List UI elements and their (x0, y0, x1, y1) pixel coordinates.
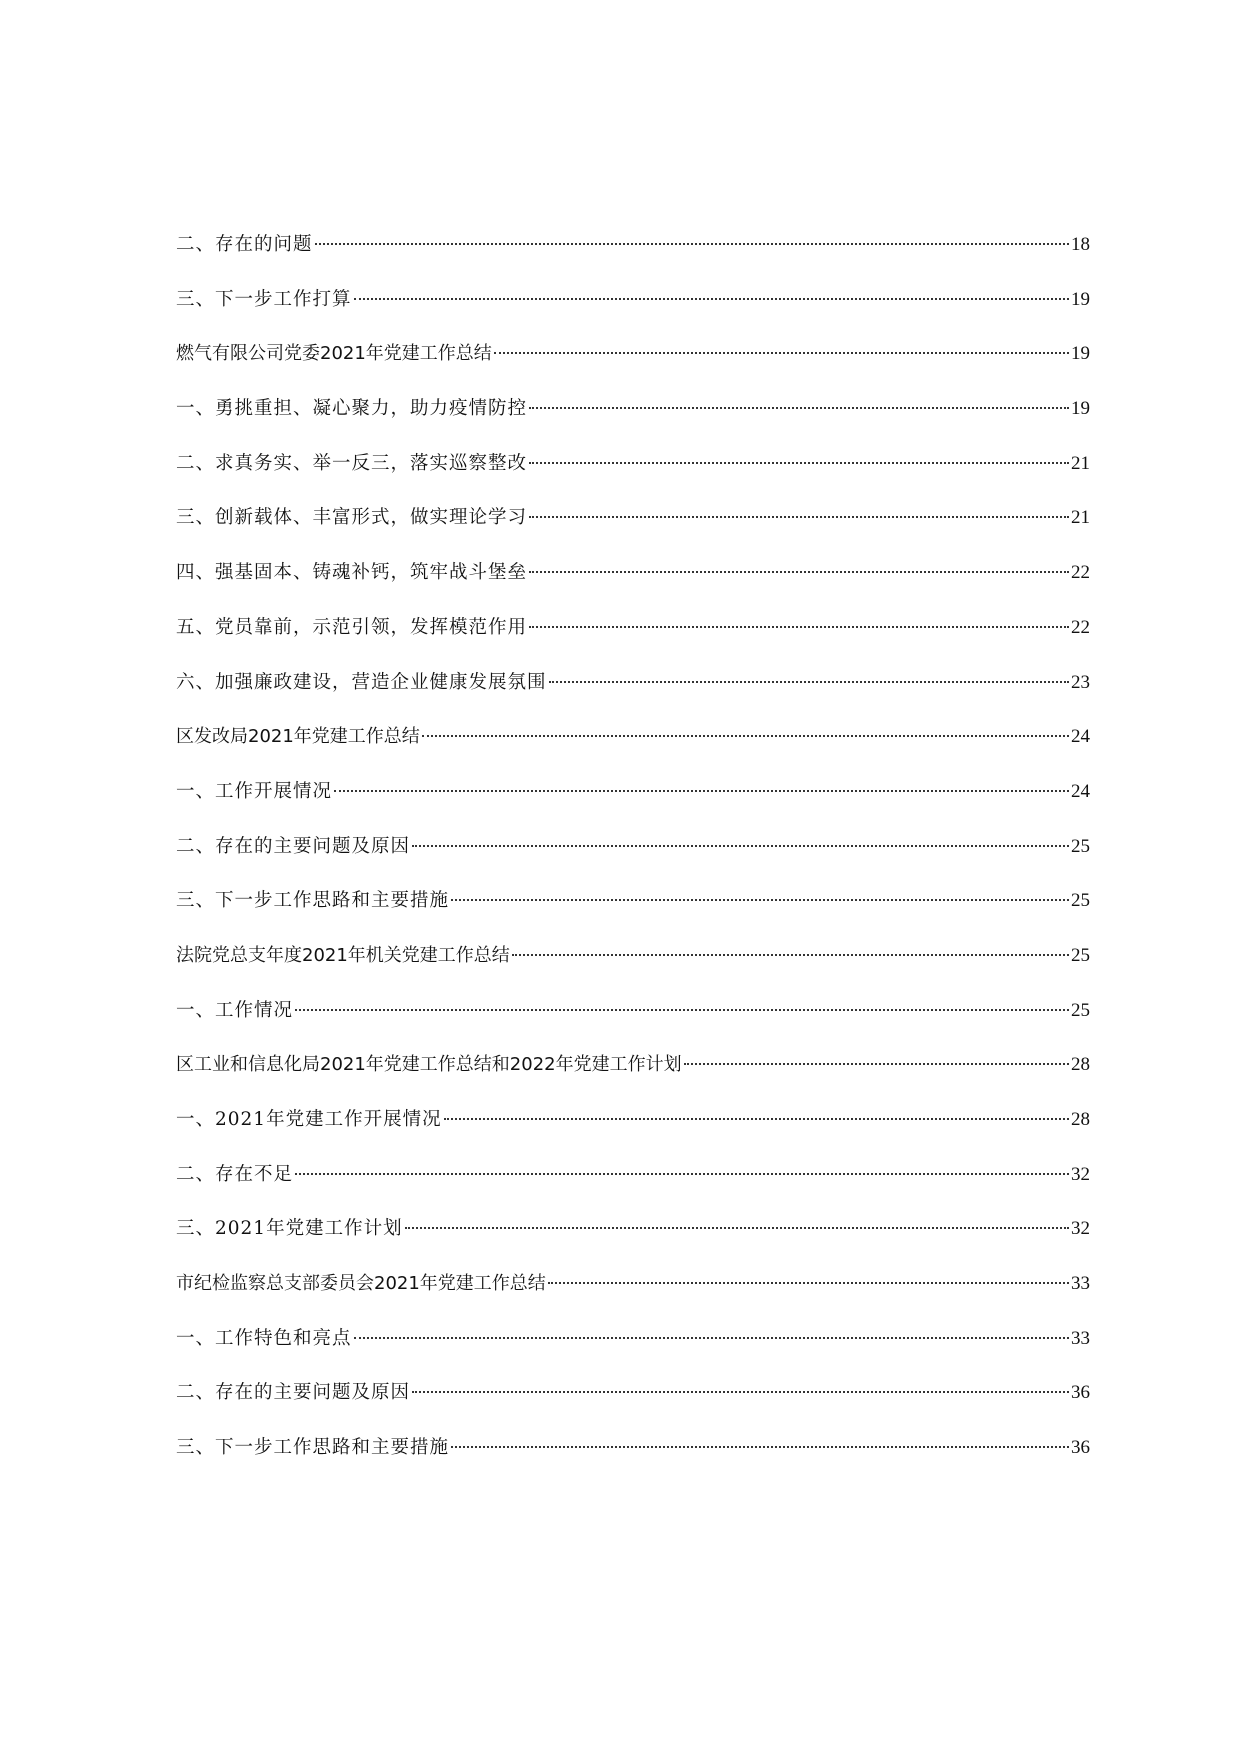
toc-dot-leader (334, 790, 1069, 792)
toc-subsection-entry[interactable] (176, 231, 1090, 286)
toc-entry-title: 燃气有限公司党委2021年党建工作总结 (176, 343, 492, 365)
toc-dot-leader (354, 1337, 1069, 1339)
toc-entry-title: 一、工作特色和亮点 (176, 1327, 352, 1349)
toc-entry-title: 一、2021年党建工作开展情况 (176, 1109, 442, 1130)
toc-page-number: 33 (1071, 1327, 1090, 1349)
toc-entry-title: 一、工作开展情况 (176, 780, 333, 802)
toc-entry-title: 区发改局2021年党建工作总结 (176, 726, 420, 748)
table-of-contents (176, 231, 1090, 1489)
toc-section-entry[interactable] (176, 723, 1090, 778)
toc-page-number: 36 (1071, 1382, 1090, 1404)
toc-subsection-entry[interactable] (176, 1215, 1090, 1270)
toc-page-number: 28 (1071, 1054, 1090, 1076)
toc-entry-title: 二、求真务实、举一反三，落实巡察整改 (176, 452, 528, 474)
toc-subsection-entry[interactable] (176, 1161, 1090, 1216)
toc-page-number: 33 (1071, 1273, 1090, 1295)
toc-dot-leader (529, 571, 1069, 573)
toc-dot-leader (295, 1009, 1069, 1011)
toc-entry-title: 三、下一步工作思路和主要措施 (176, 1437, 450, 1459)
toc-dot-leader (548, 1282, 1069, 1284)
toc-page-number: 23 (1071, 671, 1090, 693)
toc-page-number: 25 (1071, 890, 1090, 912)
toc-page-number: 24 (1071, 726, 1090, 748)
toc-page-number: 19 (1071, 288, 1090, 310)
toc-page-number: 24 (1071, 780, 1090, 802)
toc-page-number: 25 (1071, 835, 1090, 857)
toc-entry-title: 三、下一步工作思路和主要措施 (176, 890, 450, 912)
toc-page-number: 25 (1071, 999, 1090, 1021)
toc-page-number: 21 (1071, 507, 1090, 529)
toc-dot-leader (512, 954, 1069, 956)
toc-entry-title: 二、存在的问题 (176, 234, 313, 255)
toc-subsection-entry[interactable] (176, 1325, 1090, 1380)
toc-subsection-entry[interactable] (176, 395, 1090, 450)
toc-page-number: 32 (1071, 1163, 1090, 1185)
toc-entry-title: 市纪检监察总支部委员会2021年党建工作总结 (176, 1273, 546, 1295)
toc-subsection-entry[interactable] (176, 504, 1090, 559)
toc-entry-title: 三、下一步工作打算 (176, 288, 352, 310)
toc-entry-title: 二、存在的主要问题及原因 (176, 835, 411, 857)
toc-dot-leader (529, 516, 1069, 518)
toc-subsection-entry[interactable] (176, 997, 1090, 1052)
toc-entry-title: 三、创新载体、丰富形式，做实理论学习 (176, 507, 528, 529)
toc-page-number: 22 (1071, 562, 1090, 584)
toc-page-number: 19 (1071, 398, 1090, 420)
toc-entry-title: 三、2021年党建工作计划 (176, 1218, 403, 1240)
toc-entry-title: 一、勇挑重担、凝心聚力，助力疫情防控 (176, 398, 528, 420)
toc-dot-leader (422, 735, 1069, 737)
toc-entry-title: 四、强基固本、铸魂补钙，筑牢战斗堡垒 (176, 562, 528, 584)
toc-subsection-entry[interactable] (176, 614, 1090, 669)
toc-page-number: 25 (1071, 944, 1090, 966)
toc-entry-title: 法院党总支年度2021年机关党建工作总结 (176, 944, 510, 966)
toc-dot-leader (295, 1173, 1069, 1175)
toc-dot-leader (684, 1063, 1069, 1065)
toc-section-entry[interactable] (176, 1270, 1090, 1325)
toc-entry-title: 一、工作情况 (176, 999, 294, 1021)
toc-subsection-entry[interactable] (176, 669, 1090, 724)
toc-page-number: 22 (1071, 616, 1090, 638)
toc-entry-title: 五、党员靠前，示范引领，发挥模范作用 (176, 616, 528, 638)
toc-subsection-entry[interactable] (176, 1434, 1090, 1489)
toc-dot-leader (412, 1391, 1069, 1393)
toc-dot-leader (549, 681, 1069, 683)
toc-dot-leader (412, 845, 1069, 847)
toc-subsection-entry[interactable] (176, 559, 1090, 614)
toc-entry-title: 二、存在不足 (176, 1163, 294, 1185)
toc-dot-leader (529, 462, 1069, 464)
toc-page-number: 21 (1071, 452, 1090, 474)
toc-page-number: 19 (1071, 343, 1090, 365)
toc-entry-title: 区工业和信息化局2021年党建工作总结和2022年党建工作计划 (176, 1054, 682, 1076)
toc-dot-leader (529, 407, 1069, 409)
toc-section-entry[interactable] (176, 1051, 1090, 1106)
toc-subsection-entry[interactable] (176, 1379, 1090, 1434)
toc-dot-leader (405, 1227, 1069, 1229)
toc-dot-leader (451, 1446, 1069, 1448)
toc-dot-leader (494, 352, 1069, 354)
toc-dot-leader (354, 298, 1069, 300)
toc-page-number: 18 (1071, 234, 1090, 255)
toc-page-number: 36 (1071, 1437, 1090, 1459)
toc-subsection-entry[interactable] (176, 450, 1090, 505)
toc-dot-leader (451, 899, 1069, 901)
toc-dot-leader (315, 243, 1069, 245)
toc-section-entry[interactable] (176, 942, 1090, 997)
toc-dot-leader (444, 1118, 1069, 1120)
toc-entry-title: 二、存在的主要问题及原因 (176, 1382, 411, 1404)
toc-subsection-entry[interactable] (176, 1106, 1090, 1161)
toc-page-number: 28 (1071, 1109, 1090, 1130)
toc-subsection-entry[interactable] (176, 286, 1090, 341)
toc-section-entry[interactable] (176, 340, 1090, 395)
toc-subsection-entry[interactable] (176, 833, 1090, 888)
toc-entry-title: 六、加强廉政建设，营造企业健康发展氛围 (176, 671, 547, 693)
toc-subsection-entry[interactable] (176, 778, 1090, 833)
toc-page-number: 32 (1071, 1218, 1090, 1240)
toc-dot-leader (529, 626, 1069, 628)
toc-subsection-entry[interactable] (176, 887, 1090, 942)
